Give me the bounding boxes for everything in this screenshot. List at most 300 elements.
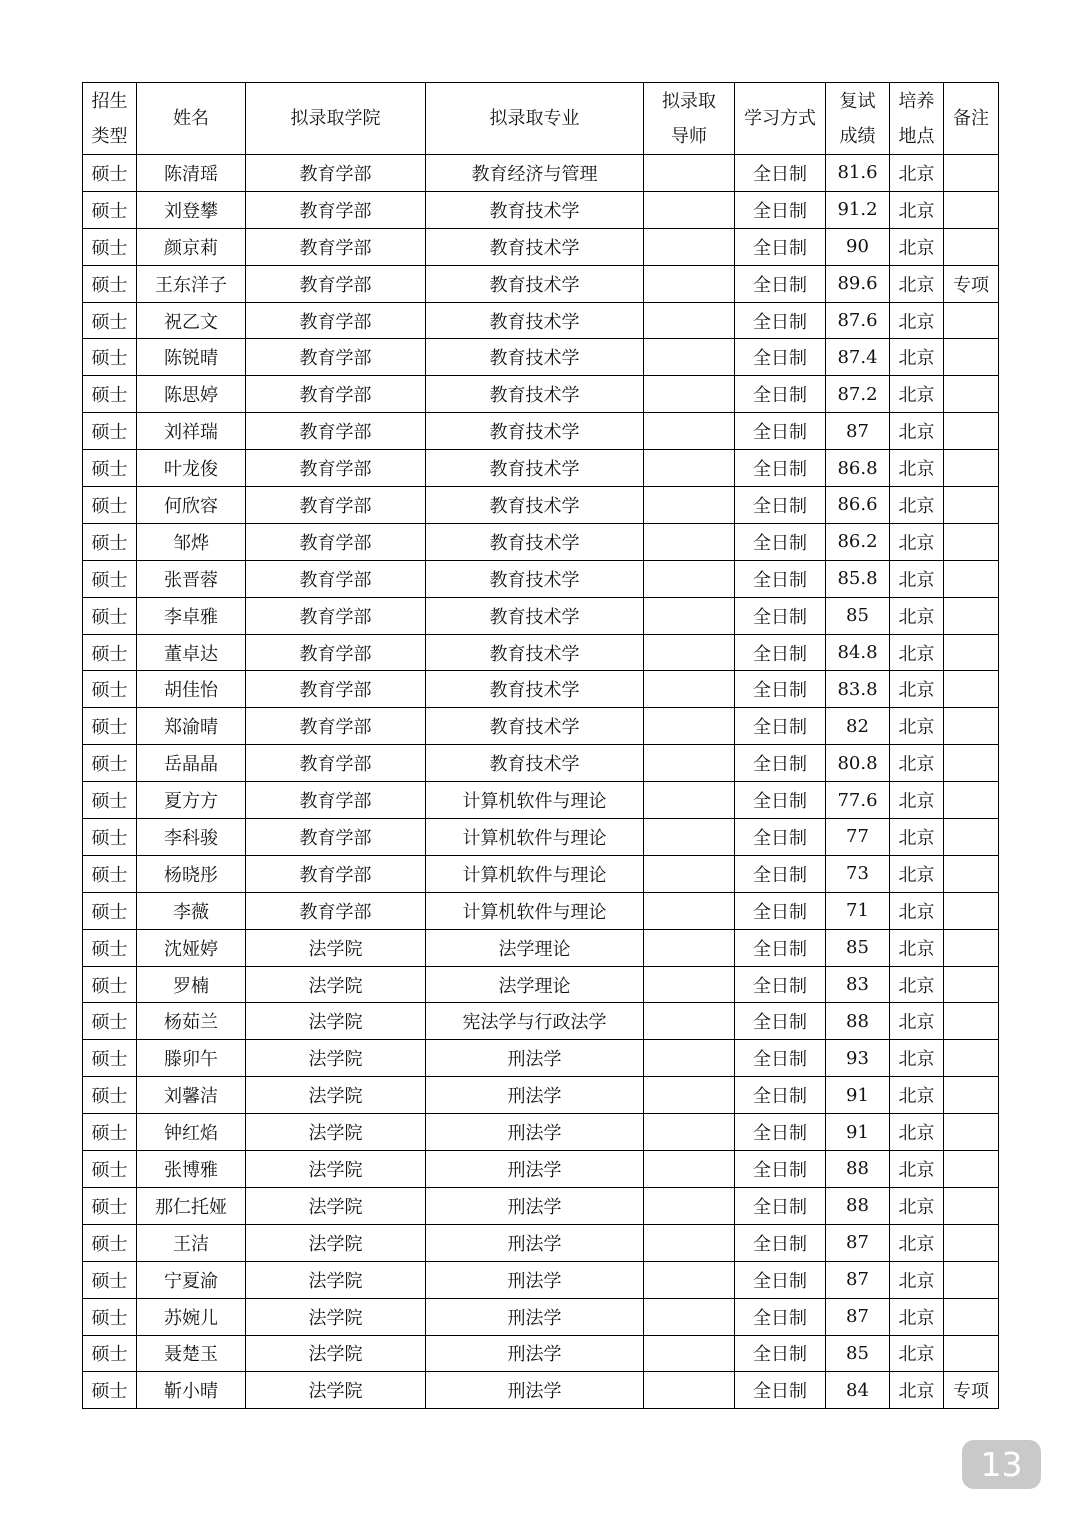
- cell-type: 硕士: [83, 450, 137, 487]
- cell-college: 教育学部: [246, 708, 426, 745]
- cell-location: 北京: [890, 302, 944, 339]
- cell-advisor: [644, 1335, 735, 1372]
- cell-college: 法学院: [246, 1372, 426, 1409]
- cell-score: 84: [826, 1372, 890, 1409]
- cell-mode: 全日制: [735, 819, 826, 856]
- cell-major: 教育技术学: [426, 339, 644, 376]
- cell-advisor: [644, 302, 735, 339]
- table-row: [83, 1003, 999, 1040]
- cell-major: 教育技术学: [426, 708, 644, 745]
- cell-advisor: [644, 155, 735, 192]
- cell-college: 教育学部: [246, 855, 426, 892]
- cell-type: 硕士: [83, 265, 137, 302]
- cell-note: [944, 855, 999, 892]
- cell-college: 教育学部: [246, 671, 426, 708]
- cell-college: 教育学部: [246, 597, 426, 634]
- cell-location: 北京: [890, 1114, 944, 1151]
- cell-score: 87: [826, 1261, 890, 1298]
- cell-name: 王洁: [137, 1224, 246, 1261]
- cell-advisor: [644, 671, 735, 708]
- cell-college: 教育学部: [246, 228, 426, 265]
- cell-name: 叶龙俊: [137, 450, 246, 487]
- cell-score: 86.2: [826, 523, 890, 560]
- cell-mode: 全日制: [735, 376, 826, 413]
- table-row: [83, 782, 999, 819]
- cell-note: [944, 1003, 999, 1040]
- table-row: [83, 855, 999, 892]
- table-row: [83, 191, 999, 228]
- cell-score: 87.6: [826, 302, 890, 339]
- cell-name: 张晋蓉: [137, 560, 246, 597]
- cell-mode: 全日制: [735, 191, 826, 228]
- cell-name: 郑渝晴: [137, 708, 246, 745]
- cell-type: 硕士: [83, 1040, 137, 1077]
- header-note: 备注: [944, 83, 999, 155]
- cell-note: [944, 413, 999, 450]
- cell-score: 89.6: [826, 265, 890, 302]
- cell-name: 李科骏: [137, 819, 246, 856]
- cell-score: 85: [826, 1335, 890, 1372]
- cell-location: 北京: [890, 265, 944, 302]
- cell-score: 81.6: [826, 155, 890, 192]
- table-row: [83, 597, 999, 634]
- table-row: [83, 819, 999, 856]
- table-row: [83, 892, 999, 929]
- cell-note: [944, 376, 999, 413]
- cell-score: 87: [826, 413, 890, 450]
- cell-major: 刑法学: [426, 1040, 644, 1077]
- cell-mode: 全日制: [735, 1151, 826, 1188]
- cell-type: 硕士: [83, 929, 137, 966]
- cell-type: 硕士: [83, 413, 137, 450]
- cell-major: 刑法学: [426, 1224, 644, 1261]
- cell-type: 硕士: [83, 1003, 137, 1040]
- cell-advisor: [644, 523, 735, 560]
- cell-note: [944, 966, 999, 1003]
- cell-name: 张博雅: [137, 1151, 246, 1188]
- cell-type: 硕士: [83, 560, 137, 597]
- cell-advisor: [644, 819, 735, 856]
- cell-college: 教育学部: [246, 634, 426, 671]
- table-row: [83, 487, 999, 524]
- cell-college: 法学院: [246, 1261, 426, 1298]
- cell-advisor: [644, 966, 735, 1003]
- cell-note: [944, 191, 999, 228]
- cell-name: 李薇: [137, 892, 246, 929]
- cell-score: 87.2: [826, 376, 890, 413]
- cell-major: 刑法学: [426, 1151, 644, 1188]
- table-row: [83, 1298, 999, 1335]
- cell-score: 93: [826, 1040, 890, 1077]
- cell-name: 颜京莉: [137, 228, 246, 265]
- cell-major: 刑法学: [426, 1335, 644, 1372]
- cell-score: 84.8: [826, 634, 890, 671]
- table-row: [83, 376, 999, 413]
- cell-score: 86.8: [826, 450, 890, 487]
- cell-mode: 全日制: [735, 1298, 826, 1335]
- table-row: [83, 929, 999, 966]
- cell-score: 90: [826, 228, 890, 265]
- cell-mode: 全日制: [735, 155, 826, 192]
- cell-note: [944, 1151, 999, 1188]
- cell-type: 硕士: [83, 1114, 137, 1151]
- cell-type: 硕士: [83, 708, 137, 745]
- cell-location: 北京: [890, 155, 944, 192]
- cell-location: 北京: [890, 1040, 944, 1077]
- cell-name: 王东洋子: [137, 265, 246, 302]
- cell-mode: 全日制: [735, 1187, 826, 1224]
- cell-note: [944, 1040, 999, 1077]
- cell-name: 岳晶晶: [137, 745, 246, 782]
- cell-major: 刑法学: [426, 1298, 644, 1335]
- cell-advisor: [644, 413, 735, 450]
- cell-college: 教育学部: [246, 191, 426, 228]
- admission-table: [82, 82, 999, 1409]
- cell-major: 法学理论: [426, 929, 644, 966]
- cell-score: 88: [826, 1003, 890, 1040]
- cell-college: 法学院: [246, 1187, 426, 1224]
- cell-advisor: [644, 1114, 735, 1151]
- cell-mode: 全日制: [735, 413, 826, 450]
- cell-mode: 全日制: [735, 1372, 826, 1409]
- cell-location: 北京: [890, 1187, 944, 1224]
- cell-type: 硕士: [83, 1187, 137, 1224]
- cell-mode: 全日制: [735, 597, 826, 634]
- table-row: [83, 155, 999, 192]
- table-row: [83, 265, 999, 302]
- cell-location: 北京: [890, 1261, 944, 1298]
- cell-advisor: [644, 265, 735, 302]
- cell-major: 计算机软件与理论: [426, 782, 644, 819]
- cell-mode: 全日制: [735, 1003, 826, 1040]
- header-type: 招生类型: [83, 83, 137, 155]
- cell-location: 北京: [890, 634, 944, 671]
- cell-type: 硕士: [83, 1372, 137, 1409]
- cell-college: 法学院: [246, 1298, 426, 1335]
- cell-college: 教育学部: [246, 450, 426, 487]
- table-row: [83, 302, 999, 339]
- cell-major: 教育技术学: [426, 376, 644, 413]
- cell-type: 硕士: [83, 376, 137, 413]
- cell-name: 聂楚玉: [137, 1335, 246, 1372]
- cell-type: 硕士: [83, 1151, 137, 1188]
- table-row: [83, 1224, 999, 1261]
- cell-type: 硕士: [83, 487, 137, 524]
- table-row: [83, 413, 999, 450]
- table-row: [83, 523, 999, 560]
- cell-location: 北京: [890, 1335, 944, 1372]
- cell-advisor: [644, 1077, 735, 1114]
- cell-major: 教育技术学: [426, 265, 644, 302]
- cell-mode: 全日制: [735, 302, 826, 339]
- cell-name: 钟红焰: [137, 1114, 246, 1151]
- cell-major: 宪法学与行政法学: [426, 1003, 644, 1040]
- cell-note: [944, 302, 999, 339]
- cell-advisor: [644, 1151, 735, 1188]
- cell-college: 教育学部: [246, 745, 426, 782]
- cell-note: [944, 1224, 999, 1261]
- cell-type: 硕士: [83, 302, 137, 339]
- table-row: [83, 1151, 999, 1188]
- cell-mode: 全日制: [735, 634, 826, 671]
- cell-name: 宁夏渝: [137, 1261, 246, 1298]
- cell-location: 北京: [890, 450, 944, 487]
- cell-score: 71: [826, 892, 890, 929]
- cell-advisor: [644, 560, 735, 597]
- cell-advisor: [644, 376, 735, 413]
- cell-score: 88: [826, 1187, 890, 1224]
- table-row: [83, 450, 999, 487]
- table-row: [83, 1077, 999, 1114]
- cell-mode: 全日制: [735, 782, 826, 819]
- cell-location: 北京: [890, 1077, 944, 1114]
- cell-advisor: [644, 1261, 735, 1298]
- table-row: [83, 560, 999, 597]
- cell-college: 法学院: [246, 1224, 426, 1261]
- cell-mode: 全日制: [735, 560, 826, 597]
- cell-note: [944, 450, 999, 487]
- cell-mode: 全日制: [735, 339, 826, 376]
- cell-advisor: [644, 487, 735, 524]
- cell-mode: 全日制: [735, 892, 826, 929]
- cell-location: 北京: [890, 191, 944, 228]
- cell-type: 硕士: [83, 819, 137, 856]
- cell-name: 陈清瑶: [137, 155, 246, 192]
- cell-note: [944, 1077, 999, 1114]
- cell-college: 法学院: [246, 1077, 426, 1114]
- cell-score: 91.2: [826, 191, 890, 228]
- cell-score: 87: [826, 1224, 890, 1261]
- table-row: [83, 671, 999, 708]
- cell-mode: 全日制: [735, 1224, 826, 1261]
- cell-type: 硕士: [83, 1077, 137, 1114]
- cell-note: [944, 228, 999, 265]
- cell-note: [944, 1298, 999, 1335]
- cell-college: 教育学部: [246, 376, 426, 413]
- cell-location: 北京: [890, 966, 944, 1003]
- cell-type: 硕士: [83, 782, 137, 819]
- cell-name: 苏婉儿: [137, 1298, 246, 1335]
- cell-type: 硕士: [83, 1335, 137, 1372]
- cell-location: 北京: [890, 228, 944, 265]
- cell-mode: 全日制: [735, 487, 826, 524]
- cell-major: 教育技术学: [426, 487, 644, 524]
- cell-name: 刘登攀: [137, 191, 246, 228]
- cell-major: 教育经济与管理: [426, 155, 644, 192]
- cell-note: [944, 892, 999, 929]
- cell-advisor: [644, 745, 735, 782]
- table-row: [83, 745, 999, 782]
- cell-mode: 全日制: [735, 966, 826, 1003]
- cell-name: 祝乙文: [137, 302, 246, 339]
- cell-note: 专项: [944, 1372, 999, 1409]
- cell-major: 教育技术学: [426, 597, 644, 634]
- header-major: 拟录取专业: [426, 83, 644, 155]
- cell-college: 法学院: [246, 1114, 426, 1151]
- cell-note: [944, 634, 999, 671]
- cell-major: 教育技术学: [426, 560, 644, 597]
- cell-location: 北京: [890, 1003, 944, 1040]
- cell-score: 87: [826, 1298, 890, 1335]
- cell-mode: 全日制: [735, 1261, 826, 1298]
- cell-score: 85: [826, 597, 890, 634]
- cell-major: 刑法学: [426, 1114, 644, 1151]
- cell-score: 77.6: [826, 782, 890, 819]
- cell-advisor: [644, 191, 735, 228]
- cell-mode: 全日制: [735, 265, 826, 302]
- cell-name: 何欣容: [137, 487, 246, 524]
- cell-score: 82: [826, 708, 890, 745]
- cell-advisor: [644, 1372, 735, 1409]
- cell-mode: 全日制: [735, 450, 826, 487]
- cell-location: 北京: [890, 1372, 944, 1409]
- cell-location: 北京: [890, 708, 944, 745]
- cell-advisor: [644, 339, 735, 376]
- cell-college: 教育学部: [246, 523, 426, 560]
- cell-major: 计算机软件与理论: [426, 892, 644, 929]
- cell-type: 硕士: [83, 1298, 137, 1335]
- cell-name: 那仁托娅: [137, 1187, 246, 1224]
- table-row: [83, 1040, 999, 1077]
- cell-major: 教育技术学: [426, 450, 644, 487]
- cell-mode: 全日制: [735, 671, 826, 708]
- table-row: [83, 966, 999, 1003]
- cell-name: 刘祥瑞: [137, 413, 246, 450]
- cell-mode: 全日制: [735, 1077, 826, 1114]
- cell-type: 硕士: [83, 892, 137, 929]
- cell-advisor: [644, 597, 735, 634]
- cell-type: 硕士: [83, 966, 137, 1003]
- cell-name: 邹烨: [137, 523, 246, 560]
- cell-mode: 全日制: [735, 708, 826, 745]
- cell-college: 教育学部: [246, 487, 426, 524]
- cell-mode: 全日制: [735, 228, 826, 265]
- cell-type: 硕士: [83, 191, 137, 228]
- cell-note: [944, 1335, 999, 1372]
- cell-note: [944, 1187, 999, 1224]
- cell-type: 硕士: [83, 155, 137, 192]
- cell-name: 罗楠: [137, 966, 246, 1003]
- cell-advisor: [644, 1187, 735, 1224]
- cell-major: 计算机软件与理论: [426, 855, 644, 892]
- cell-major: 刑法学: [426, 1187, 644, 1224]
- cell-note: [944, 487, 999, 524]
- cell-major: 教育技术学: [426, 634, 644, 671]
- cell-major: 刑法学: [426, 1077, 644, 1114]
- cell-location: 北京: [890, 560, 944, 597]
- cell-score: 87.4: [826, 339, 890, 376]
- cell-advisor: [644, 634, 735, 671]
- cell-mode: 全日制: [735, 929, 826, 966]
- cell-note: [944, 339, 999, 376]
- cell-major: 刑法学: [426, 1372, 644, 1409]
- cell-name: 靳小晴: [137, 1372, 246, 1409]
- cell-type: 硕士: [83, 1261, 137, 1298]
- cell-location: 北京: [890, 855, 944, 892]
- cell-location: 北京: [890, 1298, 944, 1335]
- cell-name: 陈思婷: [137, 376, 246, 413]
- cell-advisor: [644, 855, 735, 892]
- cell-name: 杨茹兰: [137, 1003, 246, 1040]
- header-college: 拟录取学院: [246, 83, 426, 155]
- cell-name: 杨晓彤: [137, 855, 246, 892]
- header-mode: 学习方式: [735, 83, 826, 155]
- cell-score: 86.6: [826, 487, 890, 524]
- header-advisor: 拟录取导师: [644, 83, 735, 155]
- cell-note: [944, 671, 999, 708]
- cell-major: 教育技术学: [426, 745, 644, 782]
- table-row: [83, 228, 999, 265]
- cell-note: [944, 929, 999, 966]
- cell-location: 北京: [890, 413, 944, 450]
- cell-major: 教育技术学: [426, 523, 644, 560]
- cell-advisor: [644, 1298, 735, 1335]
- cell-college: 法学院: [246, 1040, 426, 1077]
- cell-location: 北京: [890, 892, 944, 929]
- cell-major: 教育技术学: [426, 228, 644, 265]
- cell-college: 法学院: [246, 1151, 426, 1188]
- cell-advisor: [644, 1040, 735, 1077]
- cell-college: 法学院: [246, 929, 426, 966]
- cell-location: 北京: [890, 597, 944, 634]
- cell-major: 教育技术学: [426, 413, 644, 450]
- cell-major: 教育技术学: [426, 671, 644, 708]
- header-location: 培养地点: [890, 83, 944, 155]
- cell-location: 北京: [890, 745, 944, 782]
- table-row: [83, 634, 999, 671]
- cell-location: 北京: [890, 487, 944, 524]
- cell-score: 80.8: [826, 745, 890, 782]
- table-row: [83, 1335, 999, 1372]
- cell-mode: 全日制: [735, 523, 826, 560]
- cell-major: 教育技术学: [426, 191, 644, 228]
- cell-note: [944, 155, 999, 192]
- cell-advisor: [644, 228, 735, 265]
- cell-location: 北京: [890, 339, 944, 376]
- cell-name: 胡佳怡: [137, 671, 246, 708]
- cell-college: 教育学部: [246, 413, 426, 450]
- cell-name: 夏方方: [137, 782, 246, 819]
- table-row: [83, 1114, 999, 1151]
- cell-note: [944, 560, 999, 597]
- cell-type: 硕士: [83, 1224, 137, 1261]
- cell-score: 83.8: [826, 671, 890, 708]
- cell-advisor: [644, 708, 735, 745]
- table-row: [83, 708, 999, 745]
- cell-type: 硕士: [83, 855, 137, 892]
- cell-major: 计算机软件与理论: [426, 819, 644, 856]
- table-row: [83, 1261, 999, 1298]
- cell-mode: 全日制: [735, 855, 826, 892]
- cell-advisor: [644, 450, 735, 487]
- cell-major: 法学理论: [426, 966, 644, 1003]
- cell-college: 教育学部: [246, 302, 426, 339]
- cell-type: 硕士: [83, 671, 137, 708]
- cell-name: 董卓达: [137, 634, 246, 671]
- cell-major: 教育技术学: [426, 302, 644, 339]
- cell-note: [944, 1114, 999, 1151]
- cell-mode: 全日制: [735, 1040, 826, 1077]
- cell-college: 教育学部: [246, 265, 426, 302]
- cell-type: 硕士: [83, 523, 137, 560]
- cell-score: 83: [826, 966, 890, 1003]
- page-number-badge: 13: [962, 1440, 1041, 1489]
- cell-score: 77: [826, 819, 890, 856]
- cell-score: 91: [826, 1077, 890, 1114]
- cell-location: 北京: [890, 523, 944, 560]
- cell-advisor: [644, 1224, 735, 1261]
- cell-note: [944, 597, 999, 634]
